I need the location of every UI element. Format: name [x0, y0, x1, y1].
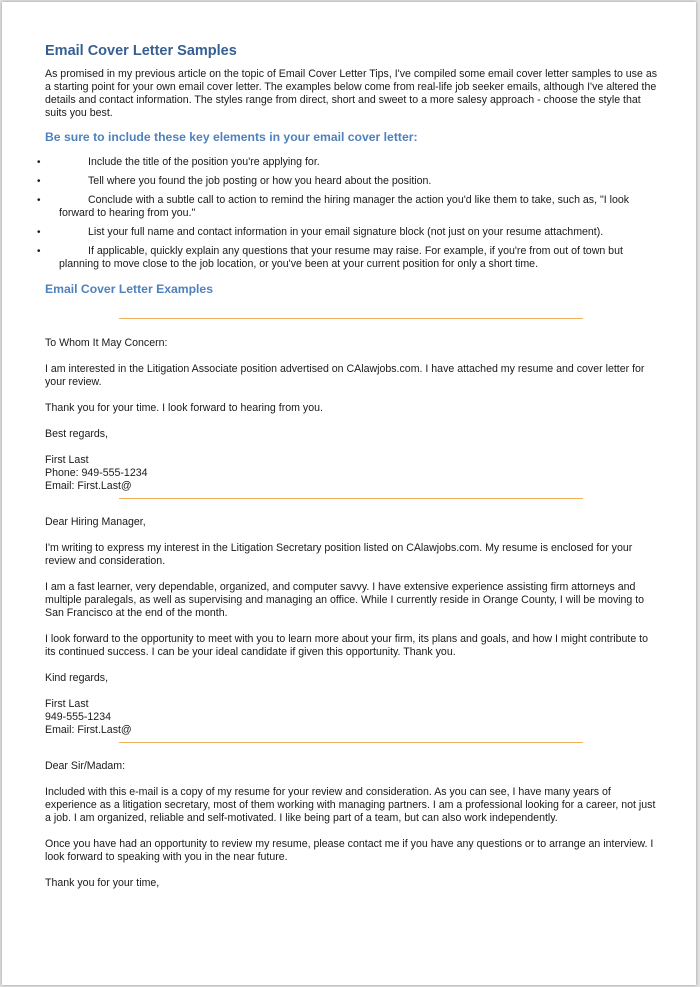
bullet-icon: •	[37, 157, 41, 168]
key-elements-heading: Be sure to include these key elements in your email cover letter:	[45, 130, 418, 144]
bullet-icon: •	[37, 227, 41, 238]
letter-salutation: Dear Sir/Madam:	[45, 760, 126, 772]
bullet-icon: •	[37, 176, 41, 187]
examples-heading: Email Cover Letter Examples	[45, 282, 213, 296]
letter-example-2	[45, 516, 660, 737]
letter-paragraph: Once you have had an opportunity to review my resume, please contact me if you have any questions or to arrange an interview. I look forward to speaking with you in the near future.	[45, 838, 654, 863]
letter-closing: Best regards,	[45, 428, 109, 440]
section-divider	[119, 742, 583, 743]
signature-email: Email: First.Last@	[45, 724, 132, 736]
signature-phone: Phone: 949-555-1234	[45, 467, 148, 479]
signature-phone: 949-555-1234	[45, 711, 111, 723]
letter-paragraph: I am a fast learner, very dependable, organized, and computer savvy. I have extensive experience assisting firm attorneys and multiple paralegals, as well as supervising and managing an office. While I currently reside in Orange County, I will be moving to San Francisco at the end of the month.	[45, 581, 645, 619]
letter-paragraph: Included with this e-mail is a copy of my resume for your review and consideration. As you can see, I have many years of experience as a litigation secretary, most of them working with managing partners. I am a professional looking for a career, not just a job. I am organized, reliable and self-motivated. I like being part of a team, but can also work independently.	[45, 786, 656, 824]
signature-name: First Last	[45, 698, 89, 710]
list-item-text: If applicable, quickly explain any questions that your resume may raise. For example, if you're from out of town but planning to move close to the job location, or you've been at your current position for only a short time.	[59, 245, 623, 270]
signature-email: Email: First.Last@	[45, 480, 132, 492]
letter-closing: Kind regards,	[45, 672, 109, 684]
letter-example-3	[45, 760, 660, 890]
list-item	[37, 175, 660, 188]
list-item-text: Conclude with a subtle call to action to remind the hiring manager the action you'd like them to take, such as, "I look forward to hearing from you."	[59, 194, 630, 219]
bullet-icon: •	[37, 246, 41, 257]
letter-paragraph: Thank you for your time. I look forward to hearing from you.	[45, 402, 323, 414]
letter-salutation: Dear Hiring Manager,	[45, 516, 146, 528]
list-item-text: Tell where you found the job posting or how you heard about the position.	[88, 175, 432, 187]
list-item-text: Include the title of the position you're applying for.	[88, 156, 320, 168]
page-title: Email Cover Letter Samples	[45, 43, 237, 59]
signature-name: First Last	[45, 454, 89, 466]
list-item	[37, 245, 660, 271]
letter-paragraph: Thank you for your time,	[45, 877, 160, 889]
list-item	[37, 226, 660, 239]
list-item-text: List your full name and contact information in your email signature block (not just on your resume attachment).	[88, 226, 604, 238]
letter-salutation: To Whom It May Concern:	[45, 337, 168, 349]
letter-paragraph: I look forward to the opportunity to meet with you to learn more about your firm, its plans and goals, and how I might contribute to its continued success. I can be your ideal candidate if given this opportunity. Thank you.	[45, 633, 648, 658]
letter-paragraph: I'm writing to express my interest in the Litigation Secretary position listed on CAlawjobs.com. My resume is enclosed for your review and consideration.	[45, 542, 633, 567]
document-page	[2, 2, 696, 985]
section-divider	[119, 318, 583, 319]
list-item	[37, 194, 660, 220]
bullet-icon: •	[37, 195, 41, 206]
document-content	[37, 42, 660, 890]
section-divider	[119, 498, 583, 499]
intro-paragraph: As promised in my previous article on the topic of Email Cover Letter Tips, I've compiled some email cover letter samples to use as a starting point for your own email cover letter. The examples below come from real-life job seeker emails, although I've altered the details and contact information. The styles range from direct, short and sweet to a more salesy approach - choose the style that suits you best.	[45, 68, 658, 119]
letter-example-1	[45, 337, 660, 493]
key-elements-list	[37, 156, 660, 271]
list-item	[37, 156, 660, 169]
letter-paragraph: I am interested in the Litigation Associate position advertised on CAlawjobs.com. I have attached my resume and cover letter for your review.	[45, 363, 645, 388]
